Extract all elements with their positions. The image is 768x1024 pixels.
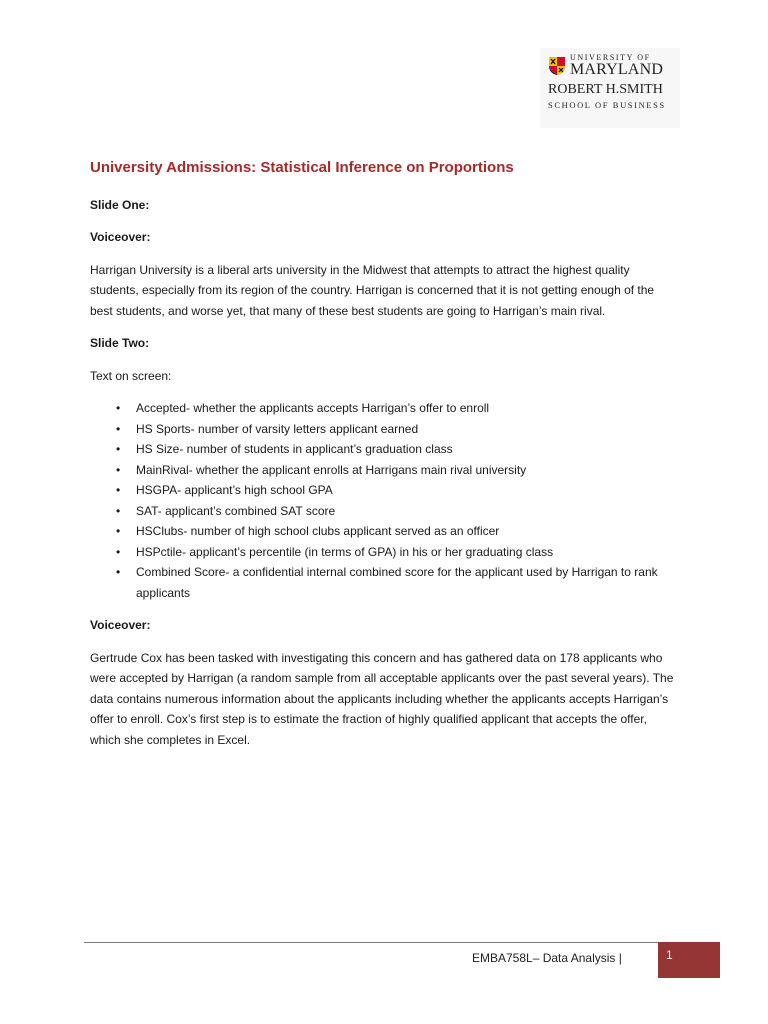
voiceover-paragraph-1: Harrigan University is a liberal arts university in the Midwest that attempts to attract the highest quality students, especially from its region of the country. Harrigan is concerned that it is not getting enough of the best students, and worse yet, that many of these best students are going to Harrigan’s main rival. bbox=[90, 262, 655, 318]
list-item-text: HSGPA- applicant’s high school GPA bbox=[136, 483, 333, 497]
bullet-icon: • bbox=[116, 483, 121, 497]
voiceover-label-1: Voiceover: bbox=[90, 230, 151, 244]
slide-two-label: Slide Two: bbox=[90, 336, 150, 350]
list-item bbox=[90, 419, 680, 440]
page-number-box bbox=[658, 942, 720, 978]
list-item-text: HSClubs- number of high school clubs applicant served as an officer bbox=[136, 524, 500, 538]
bullet-icon: • bbox=[116, 565, 121, 579]
page-number: 1 bbox=[666, 948, 673, 962]
list-item-text: MainRival- whether the applicant enrolls at Harrigans main rival university bbox=[136, 462, 527, 477]
list-item bbox=[90, 542, 680, 563]
list-item bbox=[90, 521, 680, 542]
footer-course-label: EMBA758L– Data Analysis | bbox=[472, 951, 622, 965]
voiceover-paragraph-2: Gertrude Cox has been tasked with investigating this concern and has gathered data on 178 applicants who were accepted by Harrigan (a random sample from all acceptable applicants over the past several years). The data contains numerous information about the applicants including whether the applicants accepts Harrigan’s offer to enroll. Cox’s first step is to estimate the fraction of highly qualified applicant that accepts the offer, which she completes in Excel. bbox=[90, 650, 674, 747]
list-item bbox=[90, 460, 680, 481]
logo-university-text bbox=[570, 54, 663, 78]
list-item bbox=[90, 501, 680, 522]
footer-divider bbox=[84, 942, 658, 943]
umd-smith-logo bbox=[540, 48, 680, 128]
logo-school-of-business: SCHOOL OF BUSINESS bbox=[548, 100, 666, 110]
logo-university-of: UNIVERSITY OF bbox=[570, 53, 651, 62]
bullet-icon: • bbox=[116, 503, 121, 518]
voiceover-label-2: Voiceover: bbox=[90, 618, 151, 632]
logo-robert-h-smith: ROBERT H.SMITH bbox=[548, 82, 663, 97]
list-item-text: Combined Score- a confidential internal combined score for the applicant used by Harrigan to rank applicants bbox=[136, 565, 658, 600]
logo-top-row bbox=[548, 54, 663, 78]
list-item-text: HSPctile- applicant’s percentile (in terms of GPA) in his or her graduating class bbox=[136, 544, 554, 559]
list-item bbox=[90, 439, 680, 460]
bullet-icon: • bbox=[116, 442, 121, 456]
bullet-icon: • bbox=[116, 524, 121, 538]
slide-one-label: Slide One: bbox=[90, 197, 150, 212]
bullet-icon: • bbox=[116, 421, 121, 436]
list-item-text: Accepted- whether the applicants accepts Harrigan’s offer to enroll bbox=[136, 401, 490, 415]
bullet-icon: • bbox=[116, 462, 121, 477]
document-body bbox=[90, 158, 680, 762]
logo-maryland: MARYLAND bbox=[570, 61, 664, 78]
maryland-flag-icon bbox=[548, 56, 566, 76]
variable-list bbox=[90, 398, 680, 603]
page-title: University Admissions: Statistical Inference on Proportions bbox=[90, 159, 514, 176]
list-item-text: HS Size- number of students in applicant’s graduation class bbox=[136, 442, 453, 456]
list-item-text: SAT- applicant’s combined SAT score bbox=[136, 503, 336, 518]
list-item-text: HS Sports- number of varsity letters applicant earned bbox=[136, 421, 419, 436]
list-item bbox=[90, 398, 680, 419]
bullet-icon: • bbox=[116, 544, 121, 559]
list-item bbox=[90, 562, 680, 603]
list-item bbox=[90, 480, 680, 501]
bullet-icon: • bbox=[116, 401, 121, 415]
text-on-screen-label: Text on screen: bbox=[90, 368, 172, 383]
